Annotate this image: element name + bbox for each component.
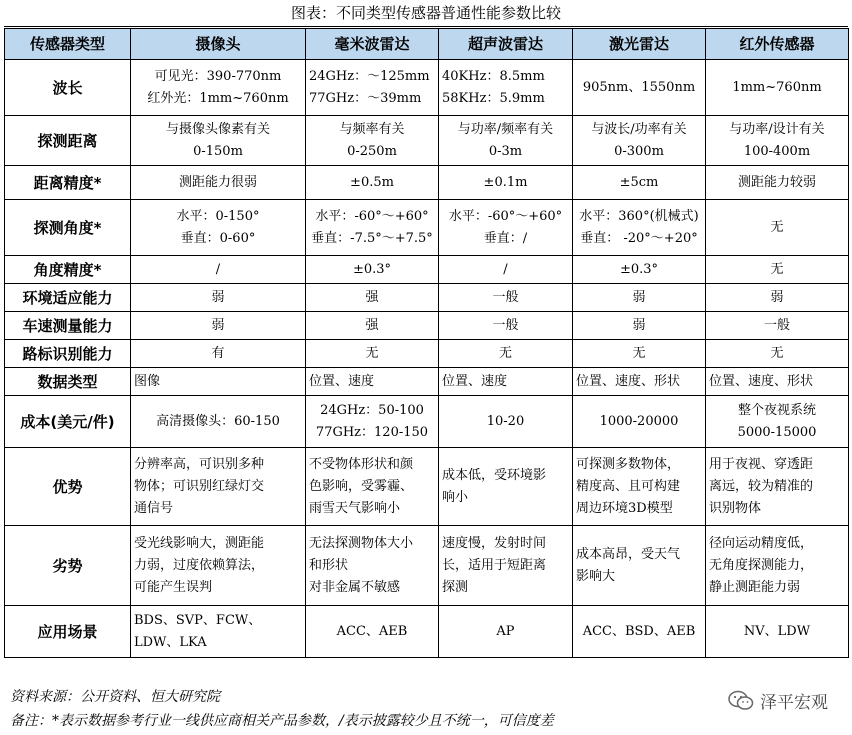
wechat-icon [728, 690, 754, 712]
cell-line: 无 [632, 345, 646, 361]
table-row [5, 606, 849, 658]
cell-line: 77GHz：120-150 [315, 424, 429, 440]
cell-line: 一般 [492, 317, 519, 333]
row-header: 探测角度* [5, 200, 131, 256]
cell-line: 无 [498, 345, 512, 361]
source-note: 资料来源：公开资料、恒大研究院 [10, 689, 220, 705]
header-cell: 红外传感器 [706, 29, 849, 60]
cell-line: 24GHz：50-100 [320, 402, 424, 418]
table-cell [439, 340, 573, 368]
table-cell [131, 284, 306, 312]
table-cell [439, 200, 573, 256]
cell-line: 高清摄像头：60-150 [156, 413, 280, 429]
cell-line: 红外光：1mm~760nm [147, 90, 289, 106]
cell-line: ±0.3° [352, 261, 392, 277]
cell-line: NV、LDW [743, 623, 811, 639]
table-row [5, 312, 849, 340]
table-cell [706, 368, 849, 396]
row-header: 数据类型 [5, 368, 131, 396]
cell-line: 长，适用于短距离 [442, 557, 547, 573]
cell-line: BDS、SVP、FCW、 [134, 612, 262, 628]
row-header: 距离精度* [5, 166, 131, 200]
cell-line: 物体；可识别红绿灯交 [134, 478, 265, 494]
table-cell [573, 256, 706, 284]
table-row [5, 166, 849, 200]
table-cell [439, 606, 573, 658]
cell-line: 离远，较为精准的 [709, 478, 814, 494]
table-cell [439, 256, 573, 284]
table-row [5, 448, 849, 526]
table-cell [573, 526, 706, 606]
table-cell [306, 526, 439, 606]
cell-line: 通信号 [134, 500, 174, 516]
header-row [5, 29, 849, 60]
cell-line: 无 [365, 345, 379, 361]
cell-line: 垂直：/ [483, 230, 528, 246]
row-header: 波长 [5, 60, 131, 116]
cell-line: 77GHz：～39mm [309, 90, 422, 106]
table-cell [131, 606, 306, 658]
cell-line: 58KHz：5.9mm [442, 90, 545, 106]
row-header: 成本(美元/件) [5, 396, 131, 448]
header-cell: 摄像头 [131, 29, 306, 60]
cell-line: 0-3m [488, 143, 523, 159]
cell-line: ±5cm [619, 174, 659, 190]
cell-line: 0-150m [193, 143, 243, 159]
table-cell [573, 60, 706, 116]
table-cell [706, 116, 849, 166]
cell-line: 强 [365, 317, 379, 333]
cell-line: 径向运动精度低， [709, 535, 814, 551]
cell-line: 响小 [442, 489, 469, 505]
table-cell [306, 116, 439, 166]
table-cell [131, 256, 306, 284]
header-cell: 激光雷达 [573, 29, 706, 60]
cell-line: 与功率/频率有关 [457, 121, 554, 137]
cell-line: 周边环境3D模型 [576, 500, 673, 516]
header-cell: 毫米波雷达 [306, 29, 439, 60]
table-cell [306, 396, 439, 448]
cell-line: 905nm、1550nm [582, 79, 696, 95]
table-cell [131, 340, 306, 368]
cell-line: 速度慢，发射时间 [442, 535, 547, 551]
table-cell [573, 312, 706, 340]
cell-line: 色影响，受雾霾、 [309, 478, 414, 494]
table-row [5, 396, 849, 448]
table-cell [706, 312, 849, 340]
cell-line: 垂直： -20°～+20° [580, 230, 698, 246]
cell-line: 力弱，过度依赖算法， [134, 557, 265, 573]
cell-line: 位置、速度、形状 [576, 373, 681, 389]
cell-line: ±0.1m [483, 174, 528, 190]
chart-title: 图表：不同类型传感器普通性能参数比较 [290, 4, 561, 22]
cell-line: 精度高、且可构建 [576, 478, 681, 494]
table-row [5, 340, 849, 368]
cell-line: 成本低，受环境影 [442, 467, 547, 483]
table-cell [439, 526, 573, 606]
row-header: 角度精度* [5, 256, 131, 284]
table-row [5, 368, 849, 396]
top-rule [4, 26, 848, 27]
cell-line: ACC、AEB [336, 623, 408, 639]
table-cell [573, 166, 706, 200]
table-cell [306, 60, 439, 116]
table-cell [439, 312, 573, 340]
table-cell [131, 368, 306, 396]
table-cell [306, 340, 439, 368]
cell-line: 图像 [134, 373, 161, 389]
cell-line: 和形状 [309, 557, 349, 573]
header-cell: 传感器类型 [5, 29, 131, 60]
comparison-table [4, 28, 849, 658]
table-cell [573, 396, 706, 448]
watermark [728, 688, 828, 713]
table-cell [131, 200, 306, 256]
watermark-text: 泽平宏观 [760, 693, 828, 713]
table-cell [573, 448, 706, 526]
row-header: 环境适应能力 [5, 284, 131, 312]
table-cell [131, 396, 306, 448]
cell-line: 一般 [763, 317, 790, 333]
table-cell [439, 396, 573, 448]
cell-line: 1mm~760nm [732, 79, 822, 95]
cell-line: 位置、速度 [309, 373, 375, 389]
cell-line: 可能产生误判 [134, 579, 213, 595]
cell-line: ±0.5m [350, 174, 394, 190]
cell-line: 100-400m [743, 143, 811, 159]
cell-line: 位置、速度 [442, 373, 508, 389]
table-cell [439, 284, 573, 312]
cell-line: 水平：-60°～+60° [448, 208, 563, 224]
cell-line: 水平：360°(机械式) [579, 208, 699, 224]
table-cell [573, 284, 706, 312]
table-cell [706, 606, 849, 658]
table-cell [131, 116, 306, 166]
cell-line: 静止测距能力弱 [709, 579, 801, 595]
table-row [5, 284, 849, 312]
cell-line: 垂直：-7.5°～+7.5° [311, 230, 433, 246]
table-cell [573, 340, 706, 368]
cell-line: 与波长/功率有关 [591, 121, 687, 137]
cell-line: ACC、BSD、AEB [582, 623, 696, 639]
footnote: 备注：*表示数据参考行业一线供应商相关产品参数，/表示披露较少且不统一，可信度差 [10, 713, 554, 729]
table-cell [706, 448, 849, 526]
cell-line: 弱 [632, 289, 646, 305]
table-cell [706, 256, 849, 284]
cell-line: 弱 [211, 289, 225, 305]
cell-line: 识别物体 [709, 500, 762, 516]
table-row [5, 526, 849, 606]
table-cell [131, 448, 306, 526]
table-row [5, 256, 849, 284]
table-cell [439, 60, 573, 116]
cell-line: 与功率/设计有关 [729, 121, 825, 137]
table-cell [306, 256, 439, 284]
row-header: 车速测量能力 [5, 312, 131, 340]
table-cell [306, 284, 439, 312]
table-cell [573, 200, 706, 256]
cell-line: 分辨率高，可识别多种 [134, 456, 265, 472]
table-cell [306, 166, 439, 200]
cell-line: AP [496, 623, 515, 639]
table-cell [706, 166, 849, 200]
cell-line: 水平：0-150° [176, 208, 260, 224]
table-row [5, 200, 849, 256]
table-cell [706, 396, 849, 448]
table-cell [131, 312, 306, 340]
table-cell [306, 200, 439, 256]
table-cell [573, 116, 706, 166]
cell-line: 24GHz：～125mm [309, 68, 430, 84]
cell-line: 5000-15000 [737, 424, 817, 440]
cell-line: 10-20 [486, 413, 525, 429]
cell-line: 一般 [492, 289, 519, 305]
cell-line: 与摄像头像素有关 [165, 121, 270, 137]
table-cell [306, 448, 439, 526]
table-cell [306, 606, 439, 658]
cell-line: 影响大 [576, 568, 616, 584]
cell-line: 弱 [211, 317, 225, 333]
cell-line: 受光线影响大，测距能 [134, 535, 265, 551]
cell-line: LDW、LKA [134, 634, 207, 650]
cell-line: 用于夜视、穿透距 [709, 456, 814, 472]
cell-line: 0-250m [347, 143, 397, 159]
cell-line: 无 [770, 219, 784, 235]
cell-line: 探测 [442, 579, 469, 595]
cell-line: ±0.3° [619, 261, 659, 277]
header-cell: 超声波雷达 [439, 29, 573, 60]
cell-line: / [215, 261, 221, 277]
row-header: 劣势 [5, 526, 131, 606]
table-cell [131, 60, 306, 116]
cell-line: / [503, 261, 508, 277]
cell-line: 测距能力很弱 [178, 174, 257, 190]
table-row [5, 116, 849, 166]
row-header: 探测距离 [5, 116, 131, 166]
cell-line: 弱 [632, 317, 646, 333]
table-cell [306, 312, 439, 340]
cell-line: 无 [770, 261, 784, 277]
cell-line: 0-300m [614, 143, 664, 159]
cell-line: 测距能力较弱 [737, 174, 816, 190]
cell-line: 强 [365, 289, 379, 305]
cell-line: 不受物体形状和颜 [309, 456, 414, 472]
cell-line: 40KHz：8.5mm [442, 68, 545, 84]
row-header: 优势 [5, 448, 131, 526]
cell-line: 无角度探测能力， [709, 557, 814, 573]
cell-line: 可探测多数物体， [576, 456, 681, 472]
table-cell [573, 368, 706, 396]
cell-line: 对非金属不敏感 [309, 579, 401, 595]
row-header: 路标识别能力 [5, 340, 131, 368]
table-cell [131, 166, 306, 200]
table-cell [439, 368, 573, 396]
cell-line: 雨雪天气影响小 [309, 500, 401, 516]
cell-line: 与频率有关 [339, 121, 405, 137]
table-row [5, 60, 849, 116]
cell-line: 成本高昂，受天气 [576, 546, 681, 562]
table-cell [439, 448, 573, 526]
table-cell [573, 606, 706, 658]
cell-line: 无 [770, 345, 784, 361]
cell-line: 位置、速度、形状 [709, 373, 814, 389]
table-cell [706, 60, 849, 116]
cell-line: 1000-20000 [599, 413, 679, 429]
cell-line: 水平：-60°～+60° [315, 208, 429, 224]
cell-line: 整个夜视系统 [737, 402, 816, 418]
table-cell [439, 116, 573, 166]
cell-line: 有 [211, 345, 225, 361]
cell-line: 弱 [770, 289, 784, 305]
table-cell [439, 166, 573, 200]
row-header: 应用场景 [5, 606, 131, 658]
table-cell [706, 200, 849, 256]
table-cell [706, 340, 849, 368]
cell-line: 可见光：390-770nm [154, 68, 282, 84]
table-cell [131, 526, 306, 606]
table-cell [706, 526, 849, 606]
table-cell [306, 368, 439, 396]
cell-line: 无法探测物体大小 [309, 535, 414, 551]
cell-line: 垂直：0-60° [180, 230, 256, 246]
table-cell [706, 284, 849, 312]
